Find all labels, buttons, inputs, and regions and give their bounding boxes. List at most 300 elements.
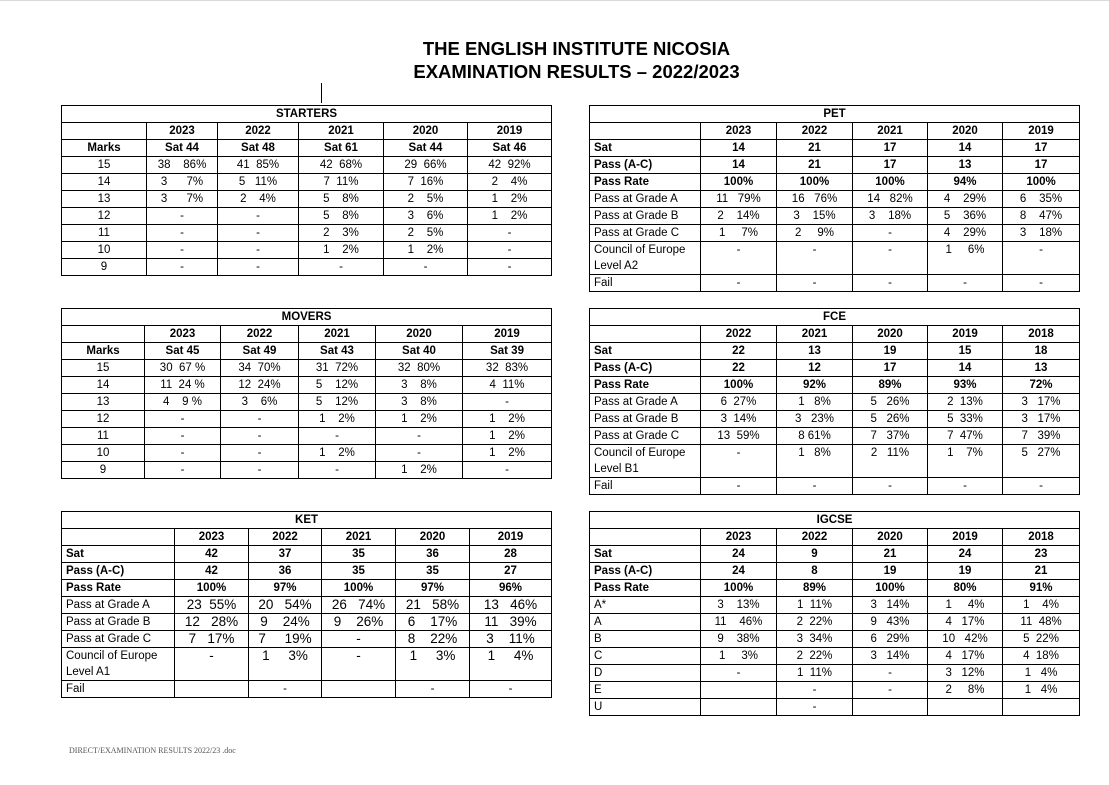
starters-title: STARTERS xyxy=(62,106,552,123)
starters-cell: 41 85% xyxy=(218,157,299,174)
ket-year-row xyxy=(62,529,552,546)
igcse-cell: 1 11% xyxy=(777,665,853,682)
starters-cell: 38 86% xyxy=(147,157,218,174)
fce-year-3: 2019 xyxy=(928,326,1003,343)
igcse-row-label: B xyxy=(590,631,701,648)
pet-row-label: Pass at Grade A xyxy=(590,191,701,208)
igcse-year-0: 2023 xyxy=(701,529,777,546)
fce-cell: - xyxy=(853,478,928,495)
igcse-year-3: 2019 xyxy=(928,529,1003,546)
ket-year-0: 2023 xyxy=(175,529,249,546)
starters-mark-2: 13 xyxy=(62,191,147,208)
table-row xyxy=(590,174,1080,191)
movers-cell: - xyxy=(463,462,552,479)
pet-cell: 14 xyxy=(928,140,1003,157)
table-row xyxy=(62,259,552,276)
fce-cell: 1 7% xyxy=(928,445,1003,478)
table-row xyxy=(590,631,1080,648)
movers-cell: 12 24% xyxy=(221,377,299,394)
movers-cell: - xyxy=(145,428,221,445)
starters-sat-4: Sat 46 xyxy=(468,140,552,157)
ket-cell: 9 26% xyxy=(322,614,396,631)
fce-cell: 5 26% xyxy=(853,411,928,428)
fce-cell: 19 xyxy=(853,343,928,360)
pet-year-0: 2023 xyxy=(701,123,777,140)
movers-cell: 32 80% xyxy=(376,360,463,377)
pet-cell: 6 35% xyxy=(1003,191,1080,208)
starters-table xyxy=(61,105,552,276)
ket-cell: - xyxy=(322,631,396,648)
page-title: THE ENGLISH INSTITUTE NICOSIA xyxy=(422,38,731,59)
ket-cell: 11 39% xyxy=(470,614,552,631)
igcse-cell: 100% xyxy=(853,580,928,597)
ket-title-row xyxy=(62,512,552,529)
pet-cell: 17 xyxy=(853,140,928,157)
table-row xyxy=(590,648,1080,665)
table-row xyxy=(590,225,1080,242)
table-row xyxy=(590,360,1080,377)
ket-cell: 35 xyxy=(322,546,396,563)
fce-row-label: Pass at Grade C xyxy=(590,428,701,445)
ket-cell: 13 46% xyxy=(470,597,552,614)
starters-cell: - xyxy=(147,242,218,259)
starters-sat-0: Sat 44 xyxy=(147,140,218,157)
igcse-cell: 80% xyxy=(928,580,1003,597)
pet-cell: 5 36% xyxy=(928,208,1003,225)
pet-cell: 3 18% xyxy=(1003,225,1080,242)
starters-mark-0: 15 xyxy=(62,157,147,174)
pet-title-row xyxy=(590,106,1080,123)
pet-cell: 2 14% xyxy=(701,208,777,225)
igcse-corner-cell xyxy=(590,529,701,546)
pet-cell: 21 xyxy=(777,157,853,174)
movers-mark-6: 9 xyxy=(62,462,145,479)
movers-cell: 1 2% xyxy=(299,411,376,428)
movers-year-4: 2019 xyxy=(463,326,552,343)
fce-cell: 13 xyxy=(1003,360,1080,377)
ket-cell: 96% xyxy=(470,580,552,597)
pet-cell: - xyxy=(853,242,928,275)
table-row xyxy=(590,191,1080,208)
movers-cell: 1 2% xyxy=(463,411,552,428)
table-row xyxy=(62,208,552,225)
fce-cell: 8 61% xyxy=(777,428,853,445)
igcse-row-label: Pass (A-C) xyxy=(590,563,701,580)
starters-sat-row xyxy=(62,140,552,157)
igcse-year-1: 2022 xyxy=(777,529,853,546)
table-row xyxy=(62,597,552,614)
movers-title: MOVERS xyxy=(62,309,552,326)
ket-cell: 1 3% xyxy=(249,648,322,681)
igcse-cell xyxy=(928,699,1003,716)
starters-year-3: 2020 xyxy=(384,123,468,140)
fce-year-row xyxy=(590,326,1080,343)
table-row xyxy=(62,191,552,208)
movers-mark-1: 14 xyxy=(62,377,145,394)
igcse-row-label: U xyxy=(590,699,701,716)
starters-cell: 29 66% xyxy=(384,157,468,174)
igcse-cell: - xyxy=(853,682,928,699)
pet-cell: 17 xyxy=(853,157,928,174)
starters-cell: - xyxy=(147,259,218,276)
table-row xyxy=(62,174,552,191)
igcse-cell: 21 xyxy=(853,546,928,563)
igcse-cell: 89% xyxy=(777,580,853,597)
igcse-cell: 10 42% xyxy=(928,631,1003,648)
ket-year-2: 2021 xyxy=(322,529,396,546)
starters-cell: 5 11% xyxy=(218,174,299,191)
table-row xyxy=(590,343,1080,360)
igcse-year-row xyxy=(590,529,1080,546)
pet-cell: - xyxy=(1003,275,1080,292)
starters-mark-1: 14 xyxy=(62,174,147,191)
pet-row-label: Pass at Grade C xyxy=(590,225,701,242)
pet-cell: 14 82% xyxy=(853,191,928,208)
pet-year-1: 2022 xyxy=(777,123,853,140)
igcse-cell xyxy=(701,699,777,716)
table-row xyxy=(62,546,552,563)
fce-cell: 7 47% xyxy=(928,428,1003,445)
pet-cell: - xyxy=(928,275,1003,292)
movers-cell: - xyxy=(145,462,221,479)
pet-table xyxy=(589,105,1080,292)
footer-filename: DIRECT/EXAMINATION RESULTS 2022/23 .doc xyxy=(69,746,236,755)
movers-cell: 30 67 % xyxy=(145,360,221,377)
movers-mark-3: 12 xyxy=(62,411,145,428)
ket-cell: 35 xyxy=(396,563,470,580)
igcse-cell: 3 13% xyxy=(701,597,777,614)
ket-row-label: Fail xyxy=(62,681,175,698)
igcse-cell: 24 xyxy=(701,563,777,580)
igcse-cell xyxy=(853,699,928,716)
fce-cell: - xyxy=(928,478,1003,495)
pet-cell: 1 6% xyxy=(928,242,1003,275)
movers-mark-0: 15 xyxy=(62,360,145,377)
ket-cell: 1 3% xyxy=(396,648,470,681)
igcse-row-label: E xyxy=(590,682,701,699)
movers-table xyxy=(61,308,552,479)
movers-year-3: 2020 xyxy=(376,326,463,343)
starters-cell: 2 3% xyxy=(299,225,384,242)
fce-cell: 1 8% xyxy=(777,445,853,478)
movers-cell: - xyxy=(145,411,221,428)
starters-cell: - xyxy=(468,225,552,242)
ket-cell: 35 xyxy=(322,563,396,580)
ket-cell: - xyxy=(470,681,552,698)
fce-cell: 13 xyxy=(777,343,853,360)
pet-cell: 3 18% xyxy=(853,208,928,225)
fce-cell: - xyxy=(701,478,777,495)
table-row xyxy=(590,665,1080,682)
ket-cell xyxy=(322,681,396,698)
fce-cell: 93% xyxy=(928,377,1003,394)
table-row xyxy=(590,445,1080,478)
fce-table xyxy=(589,308,1080,495)
ket-row-label: Pass (A-C) xyxy=(62,563,175,580)
igcse-cell: 2 22% xyxy=(777,614,853,631)
movers-cell: - xyxy=(299,428,376,445)
starters-cell: 5 8% xyxy=(299,208,384,225)
pet-row-label: Fail xyxy=(590,275,701,292)
table-row xyxy=(590,546,1080,563)
igcse-cell: 3 12% xyxy=(928,665,1003,682)
ket-cell: 3 11% xyxy=(470,631,552,648)
pet-row-label: Sat xyxy=(590,140,701,157)
pet-cell: 100% xyxy=(1003,174,1080,191)
pet-row-label: Council of Europe Level A2 xyxy=(590,242,701,275)
igcse-cell: 19 xyxy=(928,563,1003,580)
movers-year-1: 2022 xyxy=(221,326,299,343)
movers-cell: 32 83% xyxy=(463,360,552,377)
ket-cell: 27 xyxy=(470,563,552,580)
starters-title-row xyxy=(62,106,552,123)
movers-cell: 3 8% xyxy=(376,377,463,394)
fce-cell: 7 39% xyxy=(1003,428,1080,445)
fce-year-1: 2021 xyxy=(777,326,853,343)
starters-year-1: 2022 xyxy=(218,123,299,140)
starters-cell: 3 6% xyxy=(384,208,468,225)
pet-year-row xyxy=(590,123,1080,140)
starters-cell: - xyxy=(147,225,218,242)
fce-cell: 72% xyxy=(1003,377,1080,394)
ket-row-label: Sat xyxy=(62,546,175,563)
igcse-cell: 24 xyxy=(701,546,777,563)
pet-cell: 8 47% xyxy=(1003,208,1080,225)
movers-cell: 4 11% xyxy=(463,377,552,394)
table-row xyxy=(62,394,552,411)
igcse-cell: 6 29% xyxy=(853,631,928,648)
igcse-cell xyxy=(1003,699,1080,716)
table-row xyxy=(590,699,1080,716)
fce-cell: - xyxy=(777,478,853,495)
movers-title-row xyxy=(62,309,552,326)
table-row xyxy=(590,597,1080,614)
fce-row-label: Pass at Grade A xyxy=(590,394,701,411)
movers-cell: - xyxy=(463,394,552,411)
pet-cell: 100% xyxy=(777,174,853,191)
ket-cell: 1 4% xyxy=(470,648,552,681)
ket-year-3: 2020 xyxy=(396,529,470,546)
igcse-cell: 1 4% xyxy=(1003,665,1080,682)
igcse-cell: - xyxy=(853,665,928,682)
table-row xyxy=(590,208,1080,225)
table-row xyxy=(62,157,552,174)
pet-cell: - xyxy=(853,225,928,242)
fce-cell: - xyxy=(701,445,777,478)
fce-cell: 22 xyxy=(701,343,777,360)
fce-cell: 17 xyxy=(853,360,928,377)
pet-cell: 100% xyxy=(701,174,777,191)
igcse-cell: 2 22% xyxy=(777,648,853,665)
table-row xyxy=(62,580,552,597)
starters-marks-label: Marks xyxy=(62,140,147,157)
pet-cell: 4 29% xyxy=(928,225,1003,242)
igcse-cell: - xyxy=(777,682,853,699)
igcse-cell: 23 xyxy=(1003,546,1080,563)
pet-cell: 4 29% xyxy=(928,191,1003,208)
ket-cell: 97% xyxy=(249,580,322,597)
pet-row-label: Pass at Grade B xyxy=(590,208,701,225)
ket-cell: 26 74% xyxy=(322,597,396,614)
igcse-cell: 19 xyxy=(853,563,928,580)
ket-cell: 97% xyxy=(396,580,470,597)
movers-cell: - xyxy=(221,462,299,479)
pet-title: PET xyxy=(590,106,1080,123)
starters-cell: 42 92% xyxy=(468,157,552,174)
pet-cell: 13 xyxy=(928,157,1003,174)
igcse-cell: 3 14% xyxy=(853,597,928,614)
igcse-cell: 4 17% xyxy=(928,614,1003,631)
ket-row-label: Pass at Grade B xyxy=(62,614,175,631)
ket-cell: 42 xyxy=(175,546,249,563)
starters-cell: 1 2% xyxy=(468,208,552,225)
starters-year-0: 2023 xyxy=(147,123,218,140)
igcse-cell: 100% xyxy=(701,580,777,597)
fce-row-label: Fail xyxy=(590,478,701,495)
starters-cell: - xyxy=(468,242,552,259)
starters-cell: 1 2% xyxy=(468,191,552,208)
fce-year-2: 2020 xyxy=(853,326,928,343)
pet-cell: - xyxy=(701,242,777,275)
pet-cell: 3 15% xyxy=(777,208,853,225)
pet-row-label: Pass Rate xyxy=(590,174,701,191)
starters-cell: 2 4% xyxy=(468,174,552,191)
movers-cell: 11 24 % xyxy=(145,377,221,394)
starters-sat-3: Sat 44 xyxy=(384,140,468,157)
movers-sat-1: Sat 49 xyxy=(221,343,299,360)
starters-cell: 42 68% xyxy=(299,157,384,174)
table-row xyxy=(62,631,552,648)
fce-cell: 22 xyxy=(701,360,777,377)
starters-corner-cell xyxy=(62,123,147,140)
starters-cell: 3 7% xyxy=(147,174,218,191)
igcse-cell: 9 xyxy=(777,546,853,563)
table-row xyxy=(62,648,552,681)
table-row xyxy=(590,580,1080,597)
starters-mark-3: 12 xyxy=(62,208,147,225)
igcse-cell: 3 34% xyxy=(777,631,853,648)
pet-cell: 17 xyxy=(1003,140,1080,157)
movers-cell: 5 12% xyxy=(299,377,376,394)
movers-cell: - xyxy=(221,445,299,462)
starters-cell: - xyxy=(218,225,299,242)
pet-cell: 17 xyxy=(1003,157,1080,174)
movers-cell: 1 2% xyxy=(376,462,463,479)
starters-cell: - xyxy=(147,208,218,225)
starters-cell: - xyxy=(218,208,299,225)
movers-cell: 1 2% xyxy=(376,411,463,428)
pet-row-label: Pass (A-C) xyxy=(590,157,701,174)
table-row xyxy=(62,411,552,428)
table-row xyxy=(62,225,552,242)
fce-title-row xyxy=(590,309,1080,326)
fce-title: FCE xyxy=(590,309,1080,326)
fce-cell: 5 33% xyxy=(928,411,1003,428)
starters-cell: - xyxy=(218,259,299,276)
fce-row-label: Sat xyxy=(590,343,701,360)
table-row xyxy=(62,377,552,394)
ket-cell: - xyxy=(396,681,470,698)
pet-year-3: 2020 xyxy=(928,123,1003,140)
pet-cell: 14 xyxy=(701,140,777,157)
igcse-cell: 4 18% xyxy=(1003,648,1080,665)
table-row xyxy=(590,275,1080,292)
starters-year-4: 2019 xyxy=(468,123,552,140)
starters-cell: 7 11% xyxy=(299,174,384,191)
movers-cell: - xyxy=(376,428,463,445)
movers-sat-0: Sat 45 xyxy=(145,343,221,360)
movers-marks-label: Marks xyxy=(62,343,145,360)
ket-cell: - xyxy=(322,648,396,681)
table-row xyxy=(590,157,1080,174)
movers-cell: 4 9 % xyxy=(145,394,221,411)
fce-cell: 2 11% xyxy=(853,445,928,478)
movers-year-2: 2021 xyxy=(299,326,376,343)
starters-cell: - xyxy=(218,242,299,259)
fce-year-0: 2022 xyxy=(701,326,777,343)
igcse-cell: 11 46% xyxy=(701,614,777,631)
fce-row-label: Pass (A-C) xyxy=(590,360,701,377)
movers-sat-2: Sat 43 xyxy=(299,343,376,360)
fce-cell: 3 17% xyxy=(1003,394,1080,411)
movers-year-0: 2023 xyxy=(145,326,221,343)
pet-year-4: 2019 xyxy=(1003,123,1080,140)
fce-cell: 5 26% xyxy=(853,394,928,411)
ket-cell: 21 58% xyxy=(396,597,470,614)
igcse-cell: 1 4% xyxy=(1003,682,1080,699)
fce-cell: 92% xyxy=(777,377,853,394)
fce-row-label: Pass at Grade B xyxy=(590,411,701,428)
pet-cell: 11 79% xyxy=(701,191,777,208)
table-row xyxy=(62,681,552,698)
ket-title: KET xyxy=(62,512,552,529)
movers-cell: - xyxy=(145,445,221,462)
ket-row-label: Council of Europe Level A1 xyxy=(62,648,175,681)
movers-sat-4: Sat 39 xyxy=(463,343,552,360)
ket-row-label: Pass Rate xyxy=(62,580,175,597)
fce-cell: 2 13% xyxy=(928,394,1003,411)
movers-cell: - xyxy=(221,411,299,428)
ket-corner-cell xyxy=(62,529,175,546)
fce-cell: 15 xyxy=(928,343,1003,360)
starters-year-row xyxy=(62,123,552,140)
starters-cell: - xyxy=(468,259,552,276)
igcse-cell: 24 xyxy=(928,546,1003,563)
movers-cell: 3 8% xyxy=(376,394,463,411)
table-row xyxy=(590,140,1080,157)
igcse-row-label: C xyxy=(590,648,701,665)
ket-cell: 42 xyxy=(175,563,249,580)
table-row xyxy=(590,411,1080,428)
starters-cell: 2 4% xyxy=(218,191,299,208)
movers-cell: - xyxy=(221,428,299,445)
pet-cell: - xyxy=(777,275,853,292)
movers-corner-cell xyxy=(62,326,145,343)
ket-cell: 23 55% xyxy=(175,597,249,614)
ket-cell: 36 xyxy=(396,546,470,563)
pet-cell: - xyxy=(777,242,853,275)
igcse-cell: 1 3% xyxy=(701,648,777,665)
igcse-cell: 9 38% xyxy=(701,631,777,648)
fce-cell: 6 27% xyxy=(701,394,777,411)
movers-cell: 1 2% xyxy=(299,445,376,462)
text-cursor xyxy=(321,83,322,103)
movers-cell: 31 72% xyxy=(299,360,376,377)
pet-cell: 100% xyxy=(853,174,928,191)
ket-cell: 36 xyxy=(249,563,322,580)
pet-cell: - xyxy=(1003,242,1080,275)
fce-cell: 89% xyxy=(853,377,928,394)
